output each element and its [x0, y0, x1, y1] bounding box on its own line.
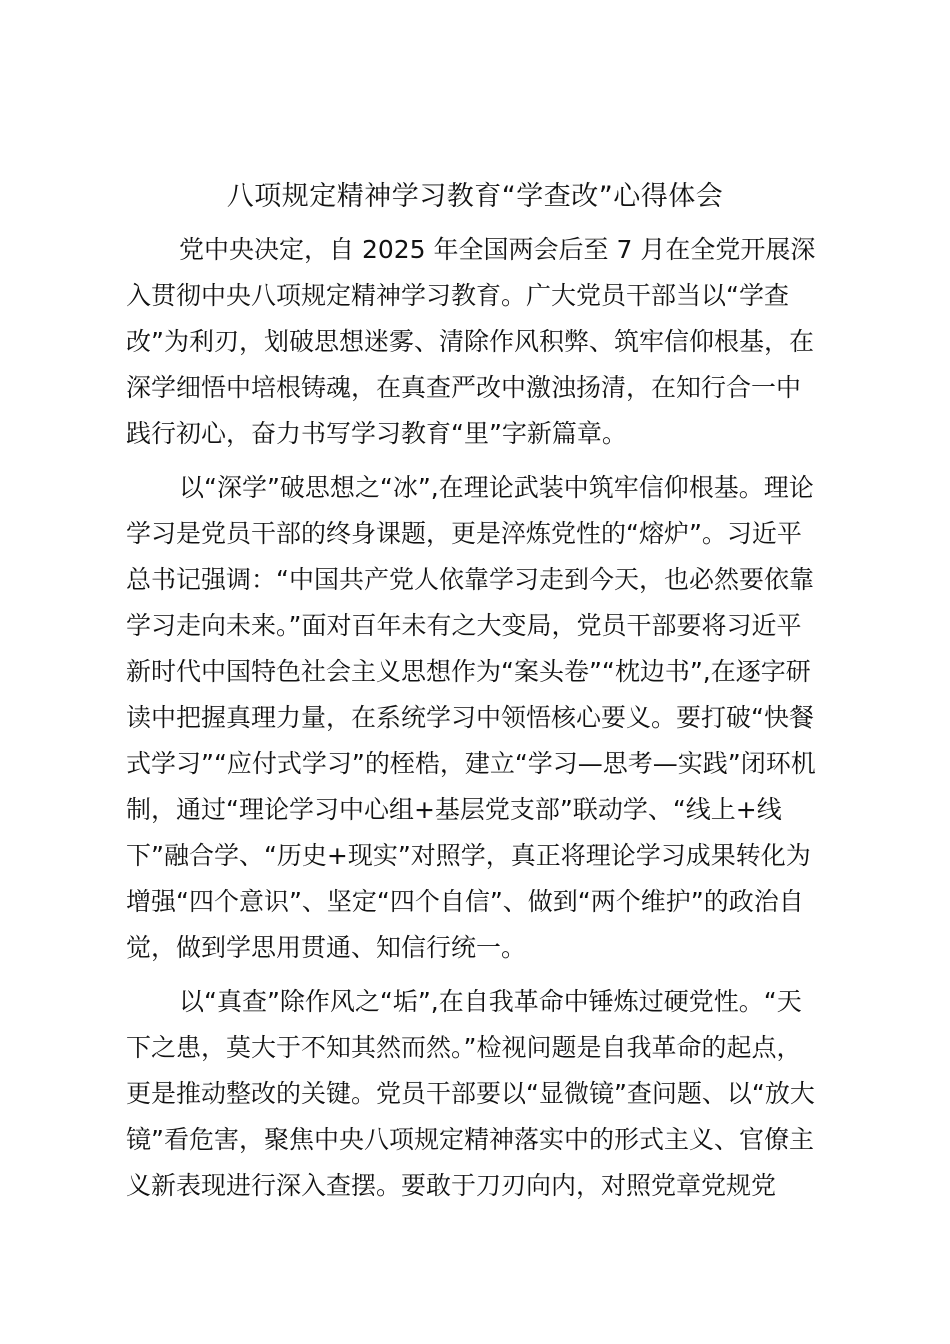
- paragraph-line: 下”融合学、“历史+现实”对照学，真正将理论学习成果转化为: [126, 841, 811, 870]
- paragraph-line: 学习走向未来。”面对百年未有之大变局，党员干部要将习近平: [126, 611, 802, 640]
- paragraph-line: 镜”看危害，聚焦中央八项规定精神落实中的形式主义、官僚主: [126, 1125, 814, 1154]
- document-title: 八项规定精神学习教育“学查改”心得体会: [226, 181, 724, 212]
- paragraph-line: 下之患，莫大于不知其然而然。”检视问题是自我革命的起点，: [126, 1033, 802, 1062]
- paragraph-spacer: [126, 457, 836, 465]
- paragraph-line: 总书记强调：“中国共产党人依靠学习走到今天，也必然要依靠: [126, 565, 814, 594]
- paragraph-line: 增强“四个意识”、坚定“四个自信”、做到“两个维护”的政治自: [126, 887, 804, 916]
- paragraph-line: 以“真查”除作风之“垢”,在自我革命中锤炼过硬党性。“天: [179, 987, 802, 1016]
- paragraph-line: 觉，做到学思用贯通、知信行统一。: [126, 933, 527, 962]
- paragraph-spacer: [126, 971, 836, 979]
- paragraph-line: 党中央决定，自 2025 年全国两会后至 7 月在全党开展深: [179, 235, 816, 264]
- paragraph-3: [126, 979, 836, 1209]
- paragraph-line: 读中把握真理力量，在系统学习中领悟核心要义。要打破“快餐: [126, 703, 814, 732]
- paragraph-line: 式学习”“应付式学习”的桎梏，建立“学习—思考—实践”闭环机: [126, 749, 816, 778]
- paragraph-line: 践行初心，奋力书写学习教育“里”字新篇章。: [126, 419, 627, 448]
- paragraph-line: 深学细悟中培根铸魂，在真查严改中激浊扬清，在知行合一中: [126, 373, 802, 402]
- paragraph-line: 入贯彻中央八项规定精神学习教育。广大党员干部当以“学查: [126, 281, 789, 310]
- paragraph-line: 更是推动整改的关键。党员干部要以“显微镜”查问题、以“放大: [126, 1079, 815, 1108]
- paragraph-2: [126, 465, 836, 971]
- paragraph-line: 改”为利刃，划破思想迷雾、清除作风积弊、筑牢信仰根基，在: [126, 327, 814, 356]
- paragraph-line: 以“深学”破思想之“冰”,在理论武装中筑牢信仰根基。理论: [179, 473, 814, 502]
- paragraph-1: [126, 227, 836, 457]
- paragraph-line: 学习是党员干部的终身课题，更是淬炼党性的“熔炉”。习近平: [126, 519, 802, 548]
- paragraph-line: 新时代中国特色社会主义思想作为“案头卷”“枕边书”,在逐字研: [126, 657, 811, 686]
- document-body: [126, 227, 836, 1209]
- paragraph-line: 制，通过“理论学习中心组+基层党支部”联动学、“线上+线: [126, 795, 782, 824]
- paragraph-line: 义新表现进行深入查摆。要敢于刀刃向内，对照党章党规党: [126, 1171, 777, 1200]
